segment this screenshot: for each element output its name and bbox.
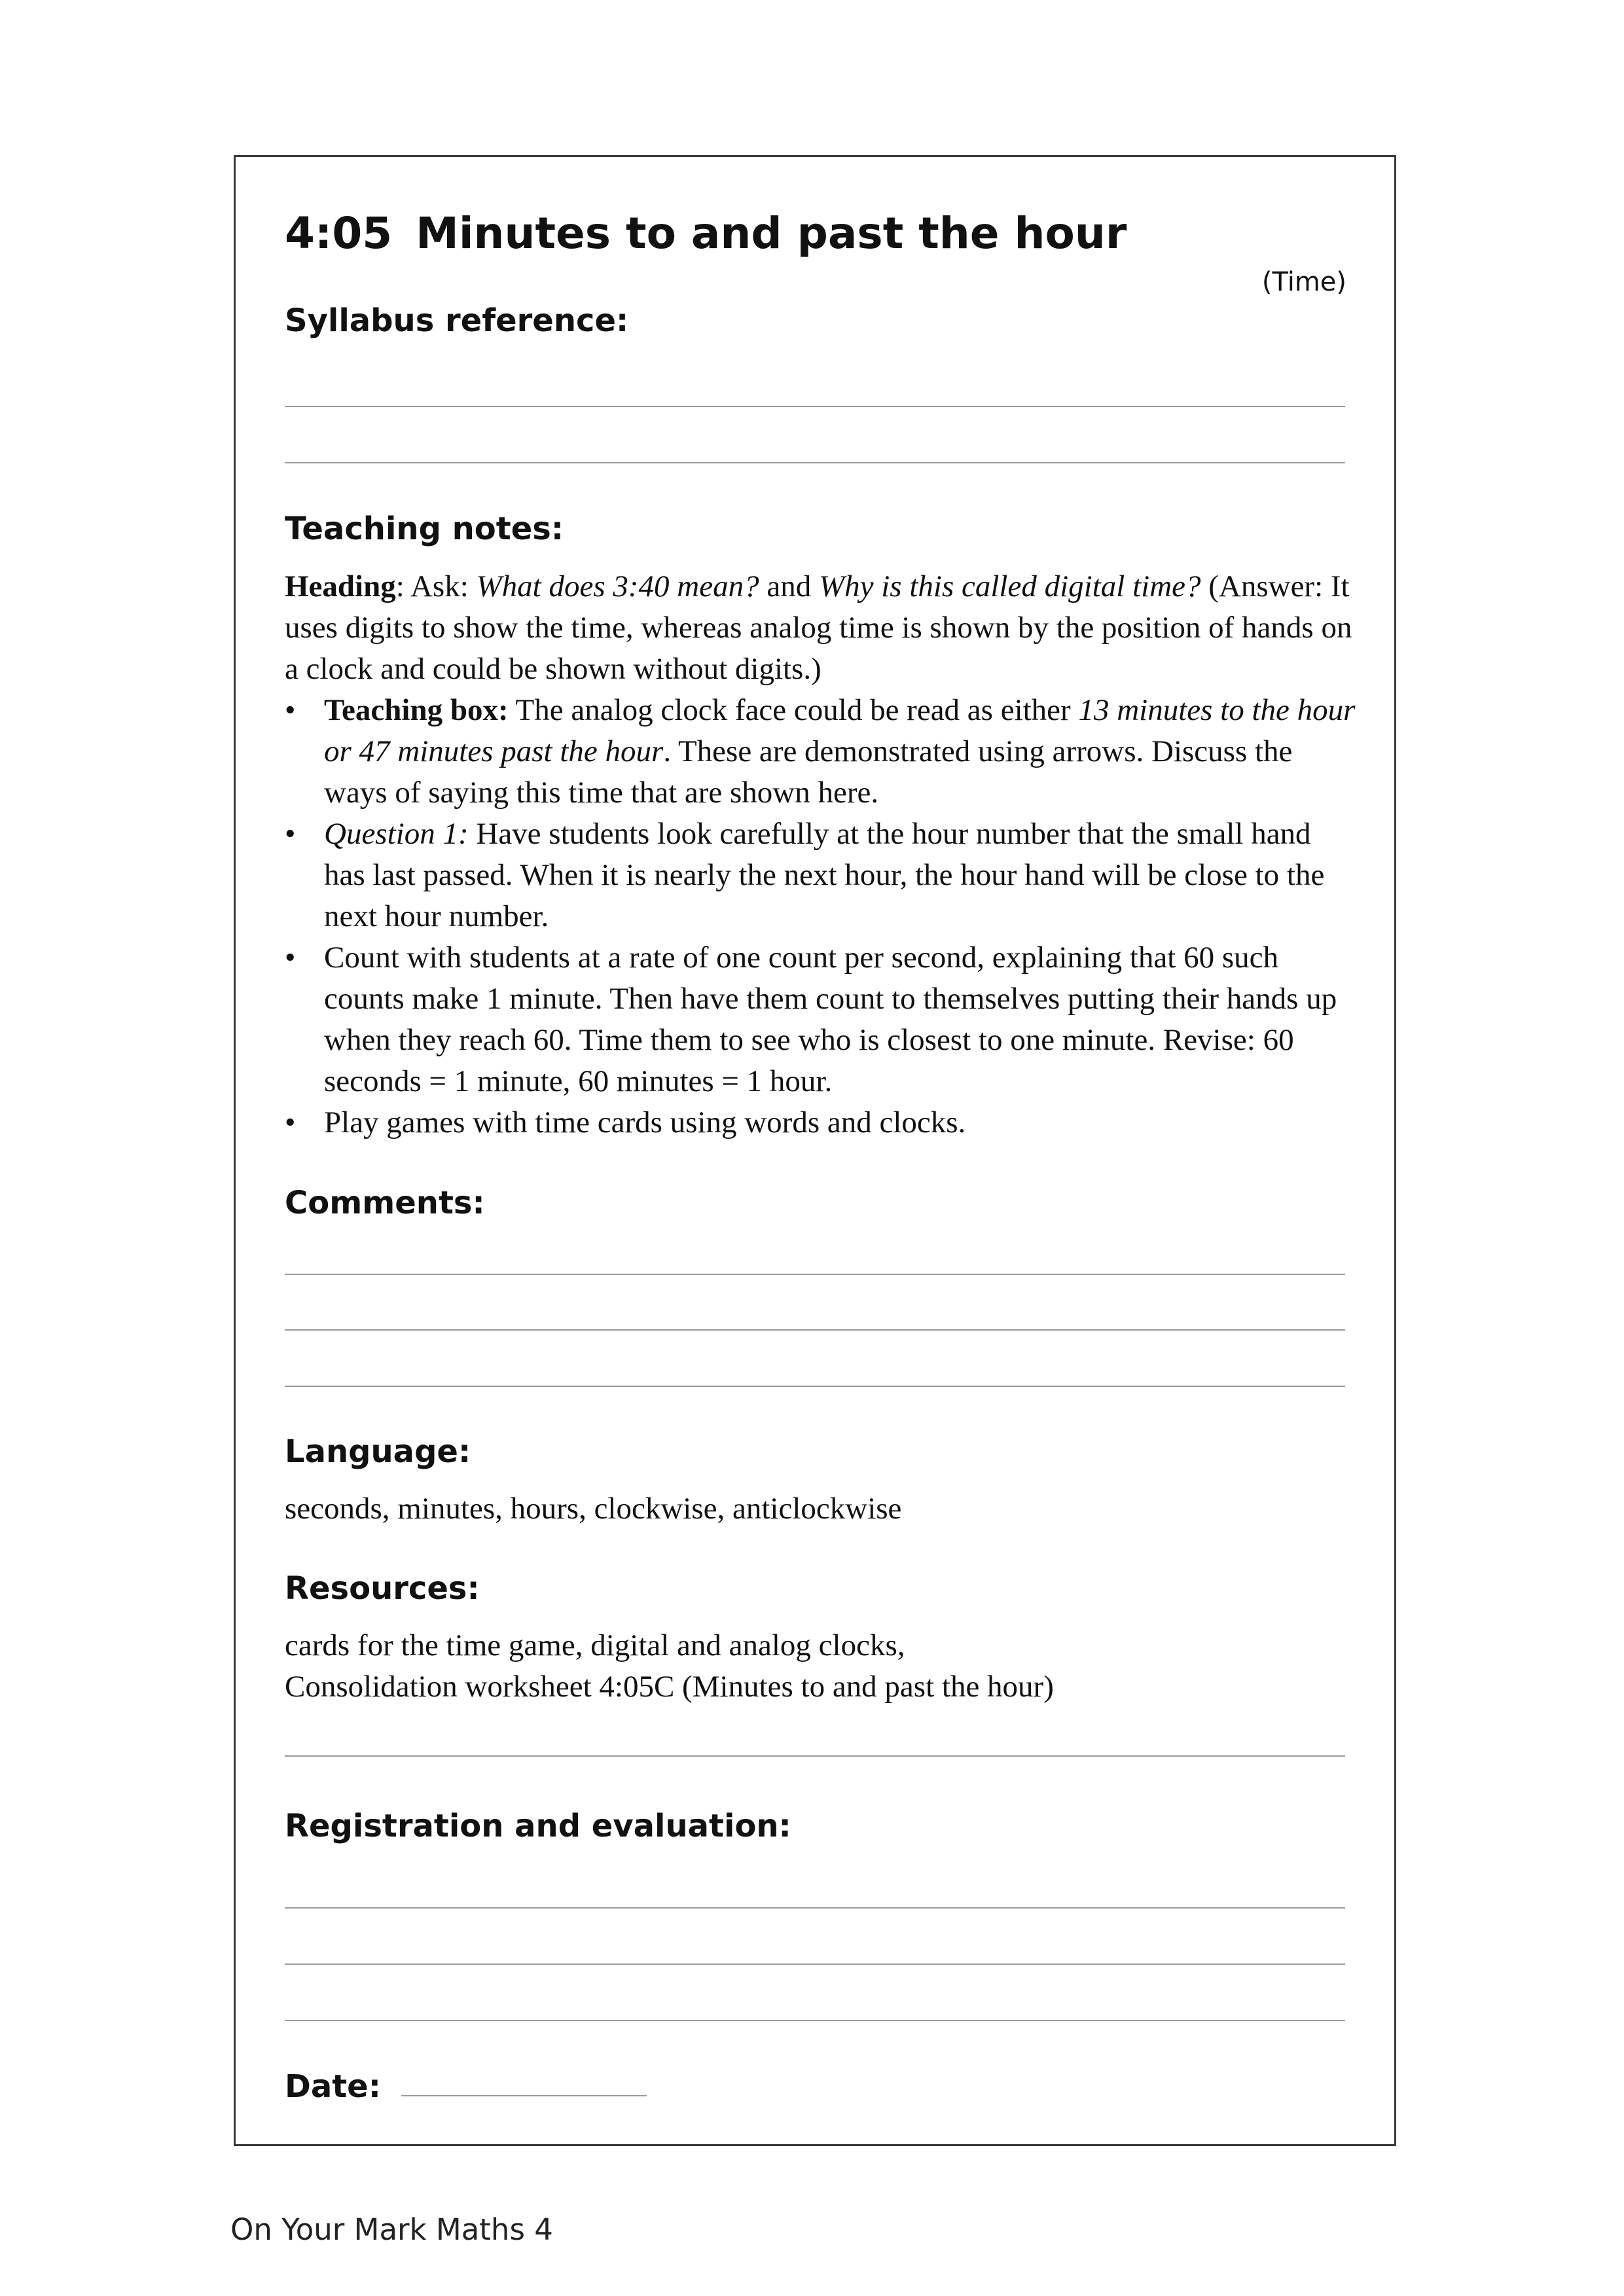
date-label: Date: [285,2068,381,2105]
intro-lead: Heading [285,569,396,603]
syllabus-line-2 [285,462,1345,463]
comments-line-1 [285,1274,1345,1275]
language-heading: Language: [285,1433,471,1470]
bullet-icon: • [285,941,296,975]
intro-ask: : Ask: [395,569,477,603]
registration-line-3 [285,2020,1345,2021]
bullet-icon: • [285,1105,296,1139]
intro-question-1: What does 3:40 mean? [476,569,759,603]
bullet-lead: Question 1: [324,817,469,851]
intro-question-2: Why is this called digital time? [818,569,1201,603]
page-frame [234,155,1396,2146]
lesson-title: Minutes to and past the hour [416,208,1127,259]
date-field-line [401,2095,647,2096]
list-item [285,690,1358,814]
registration-line-2 [285,1964,1345,1965]
list-item [285,814,1358,937]
resources-line-2: Consolidation worksheet 4:05C (Minutes to and past the hour) [285,1670,1054,1704]
intro-answer: (Answer: It uses digits to show the time, whereas analog time is shown by the position of hands on a clock and could be shown without digits.) [285,569,1352,686]
resources-line [285,1755,1345,1757]
registration-line-1 [285,1907,1345,1909]
syllabus-heading: Syllabus reference: [285,302,629,339]
registration-heading: Registration and evaluation: [285,1808,791,1844]
bullet-lead: Teaching box: [324,693,509,727]
bullet-text: Play games with time cards using words and clocks. [324,1105,966,1139]
language-text [285,1488,1358,1530]
bullet-icon: • [285,817,296,851]
teaching-notes-heading: Teaching notes: [285,511,564,547]
language-words: seconds, minutes, hours, clockwise, anticlockwise [285,1492,902,1526]
bullet-italic: 13 minutes to the hour or 47 minutes past the hour [324,693,1356,768]
comments-line-3 [285,1386,1345,1387]
bullet-text: Have students look carefully at the hour number that the small hand has last passed. When it is nearly the next hour, the hour hand will be close to the next hour number. [324,817,1325,933]
comments-heading: Comments: [285,1185,485,1221]
list-item [285,1102,1358,1143]
bullet-text: The analog clock face could be read as either [508,693,1079,727]
lesson-number: 4:05 [285,208,393,259]
bullet-text: Count with students at a rate of one count per second, explaining that 60 such counts make 1 minute. Then have them count to themselves putting their hands up when they reach 60. Time them to see who is closest to one minute. Revise: 60 seconds = 1 minute, 60 minutes = 1 hour. [324,941,1337,1098]
syllabus-line-1 [285,406,1345,407]
teaching-notes-list [285,690,1358,1143]
comments-line-2 [285,1329,1345,1331]
resources-line-1: cards for the time game, digital and analog clocks, [285,1628,905,1662]
teaching-notes-intro [285,566,1358,690]
bullet-icon: • [285,693,296,727]
list-item [285,937,1358,1102]
resources-text [285,1625,1358,1708]
footer-text: On Your Mark Maths 4 [230,2212,553,2247]
page-title [285,208,1127,259]
resources-heading: Resources: [285,1570,480,1607]
topic-label: (Time) [1261,267,1346,297]
intro-and: and [759,569,819,603]
bullet-text: . These are demonstrated using arrows. Discuss the ways of saying this time that are shown here. [324,734,1293,810]
